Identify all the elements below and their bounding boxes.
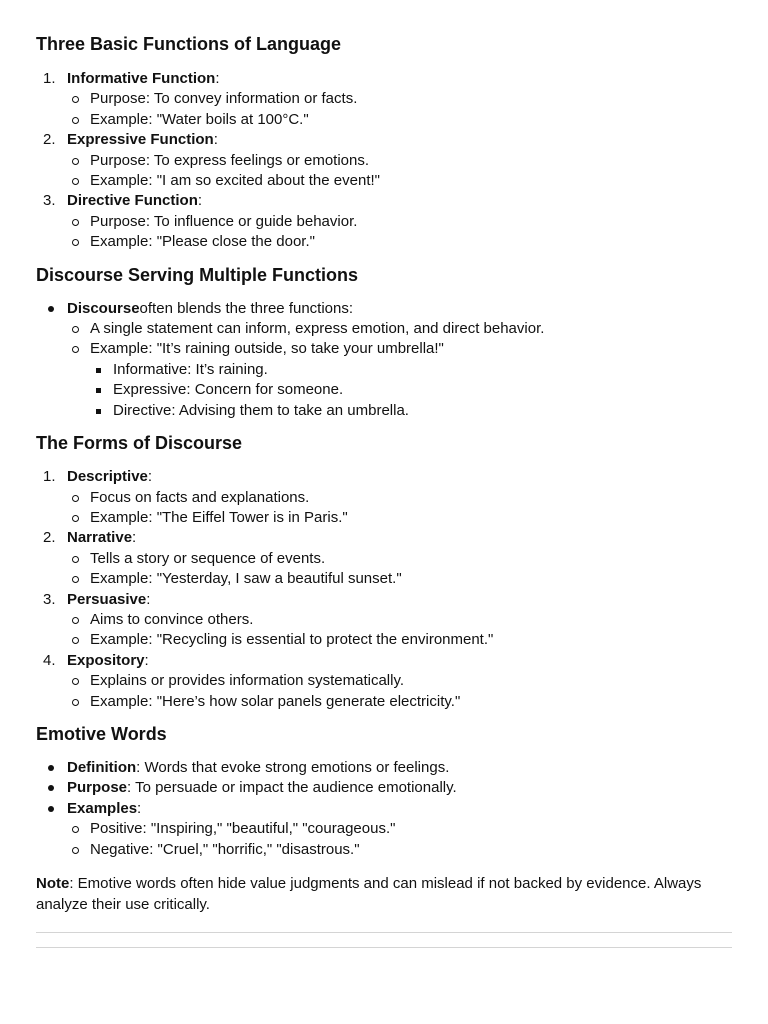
bullet-icon: [48, 785, 54, 791]
list-item: [36, 651, 732, 712]
circle-bullet-icon: [72, 678, 79, 685]
section-title: Emotive Words: [36, 723, 167, 744]
sub-sub-item-text: Directive: Advising them to take an umbrella.: [113, 401, 409, 419]
sub-list: [67, 549, 732, 590]
item-colon: :: [132, 529, 137, 547]
sub-item-text: Example: "Yesterday, I saw a beautiful sunset.": [90, 570, 402, 588]
list-item: [36, 799, 732, 860]
square-bullet-icon: [96, 388, 101, 393]
item-name: Informative Function: [67, 70, 216, 87]
sub-item-text: Example: "It’s raining outside, so take your umbrella!": [90, 340, 444, 358]
sub-list: [67, 488, 732, 529]
sub-sub-item: [90, 380, 732, 400]
sub-item-text: Tells a story or sequence of events.: [90, 549, 326, 567]
sub-item-text: Example: "Water boils at 100°C.": [90, 110, 309, 128]
item-number: 2.: [43, 131, 56, 149]
sub-item: [67, 319, 732, 339]
item-number: 4.: [43, 651, 56, 669]
section-forms-of-discourse: [36, 431, 732, 712]
section-emotive-words: [36, 722, 732, 860]
item-colon: :: [146, 590, 151, 608]
item-name: Persuasive: [67, 590, 147, 608]
sub-list: [67, 89, 732, 130]
sub-item: [67, 171, 732, 191]
sub-item: [67, 110, 732, 130]
circle-bullet-icon: [72, 326, 79, 333]
item-name: Definition: [67, 758, 137, 776]
item-number: 1.: [43, 468, 56, 486]
circle-bullet-icon: [72, 96, 79, 103]
sub-list: [67, 671, 732, 712]
circle-bullet-icon: [72, 346, 79, 353]
sub-item: [67, 508, 732, 528]
item-text: : To persuade or impact the audience emotionally.: [127, 779, 457, 797]
sub-item: [67, 630, 732, 650]
divider: [36, 932, 732, 933]
bullet-icon: [48, 765, 54, 771]
sub-sub-item-text: Informative: It’s raining.: [113, 360, 268, 378]
circle-bullet-icon: [72, 637, 79, 644]
sub-item: [67, 89, 732, 109]
list-item: [36, 528, 732, 589]
item-colon: :: [144, 651, 149, 669]
sub-item-text: Negative: "Cruel," "horrific," "disastrous.": [90, 840, 360, 858]
list-item: [36, 590, 732, 651]
circle-bullet-icon: [72, 556, 79, 563]
square-bullet-icon: [96, 368, 101, 373]
item-name: Purpose: [67, 779, 128, 797]
item-name: Narrative: [67, 529, 133, 547]
sub-item-text: Purpose: To express feelings or emotions.: [90, 151, 370, 169]
circle-bullet-icon: [72, 219, 79, 226]
square-bullet-icon: [96, 409, 101, 414]
sub-item: [67, 671, 732, 691]
item-colon: :: [197, 192, 203, 210]
sub-item: [67, 339, 732, 421]
sub-item: [67, 232, 732, 252]
sub-item-text: Example: "The Eiffel Tower is in Paris.": [90, 508, 348, 526]
sub-sub-list: [90, 360, 732, 421]
numbered-list: [36, 69, 732, 253]
item-number: 1.: [43, 70, 56, 87]
list-item: [36, 299, 732, 421]
sub-item-text: Example: "Here’s how solar panels generate electricity.": [90, 692, 461, 710]
bullet-list: [36, 758, 732, 860]
item-number: 3.: [43, 590, 56, 608]
circle-bullet-icon: [72, 239, 79, 246]
item-name: Expressive Function: [67, 131, 214, 149]
circle-bullet-icon: [72, 617, 79, 624]
sub-sub-item: [90, 360, 732, 380]
sub-list: [67, 319, 732, 421]
sub-list: [67, 212, 732, 253]
item-name: Discourse: [67, 299, 140, 317]
item-number: 3.: [43, 192, 56, 210]
section-title: The Forms of Discourse: [36, 433, 243, 454]
sub-item: [67, 692, 732, 712]
circle-bullet-icon: [72, 847, 79, 854]
section-title: Three Basic Functions of Language: [36, 34, 342, 54]
item-number: 2.: [43, 529, 56, 547]
sub-list: [67, 151, 732, 192]
list-item: [36, 778, 732, 798]
sub-item-text: Explains or provides information systematically.: [90, 672, 405, 690]
sub-item: [67, 212, 732, 232]
item-text: : Words that evoke strong emotions or feelings.: [136, 758, 450, 776]
divider: [36, 947, 732, 948]
item-text: :: [137, 799, 142, 817]
item-name: Examples: [67, 799, 138, 817]
sub-item: [67, 549, 732, 569]
item-colon: :: [213, 131, 218, 149]
numbered-list: [36, 467, 732, 712]
sub-item-text: Aims to convince others.: [90, 610, 254, 628]
sub-item: [67, 610, 732, 630]
note-paragraph: [36, 873, 732, 915]
bullet-list: [36, 299, 732, 421]
sub-sub-item-text: Expressive: Concern for someone.: [113, 381, 344, 399]
list-item: [36, 758, 732, 778]
section-basic-functions: [36, 32, 732, 253]
sub-sub-item: [90, 401, 732, 421]
circle-bullet-icon: [72, 495, 79, 502]
section-title: Discourse Serving Multiple Functions: [36, 264, 359, 285]
sub-item-text: Example: "I am so excited about the event!": [90, 172, 380, 190]
bullet-icon: [48, 806, 54, 812]
sub-item-text: Purpose: To influence or guide behavior.: [90, 212, 358, 230]
list-item: [36, 130, 732, 191]
sub-item-text: Example: "Please close the door.": [90, 233, 315, 251]
circle-bullet-icon: [72, 826, 79, 833]
circle-bullet-icon: [72, 515, 79, 522]
list-item: [36, 467, 732, 528]
circle-bullet-icon: [72, 699, 79, 706]
sub-item: [67, 151, 732, 171]
sub-list: [67, 819, 732, 860]
note-text: : Emotive words often hide value judgments and can mislead if not backed by evidence. Always analyze their use critically.: [36, 875, 702, 913]
note-label: Note: [36, 875, 70, 892]
circle-bullet-icon: [72, 576, 79, 583]
list-item: [36, 69, 732, 130]
sub-item: [67, 840, 732, 860]
section-discourse-functions: [36, 263, 732, 421]
bullet-icon: [48, 306, 54, 312]
circle-bullet-icon: [72, 158, 79, 165]
item-name: Directive Function: [67, 192, 198, 210]
list-item: [36, 191, 732, 252]
sub-item: [67, 569, 732, 589]
item-colon: :: [147, 468, 153, 486]
sub-list: [67, 610, 732, 651]
item-text: often blends the three functions:: [139, 299, 354, 317]
sub-item-text: A single statement can inform, express emotion, and direct behavior.: [90, 320, 545, 338]
sub-item-text: Example: "Recycling is essential to protect the environment.": [90, 631, 494, 649]
circle-bullet-icon: [72, 117, 79, 124]
item-colon: :: [215, 70, 220, 87]
sub-item: [67, 819, 732, 839]
sub-item-text: Purpose: To convey information or facts.: [90, 90, 358, 108]
sub-item: [67, 488, 732, 508]
sub-item-text: Positive: "Inspiring," "beautiful," "courageous.": [90, 820, 396, 838]
circle-bullet-icon: [72, 178, 79, 185]
sub-item-text: Focus on facts and explanations.: [90, 488, 310, 506]
item-name: Expository: [67, 651, 145, 669]
item-name: Descriptive: [67, 468, 148, 486]
